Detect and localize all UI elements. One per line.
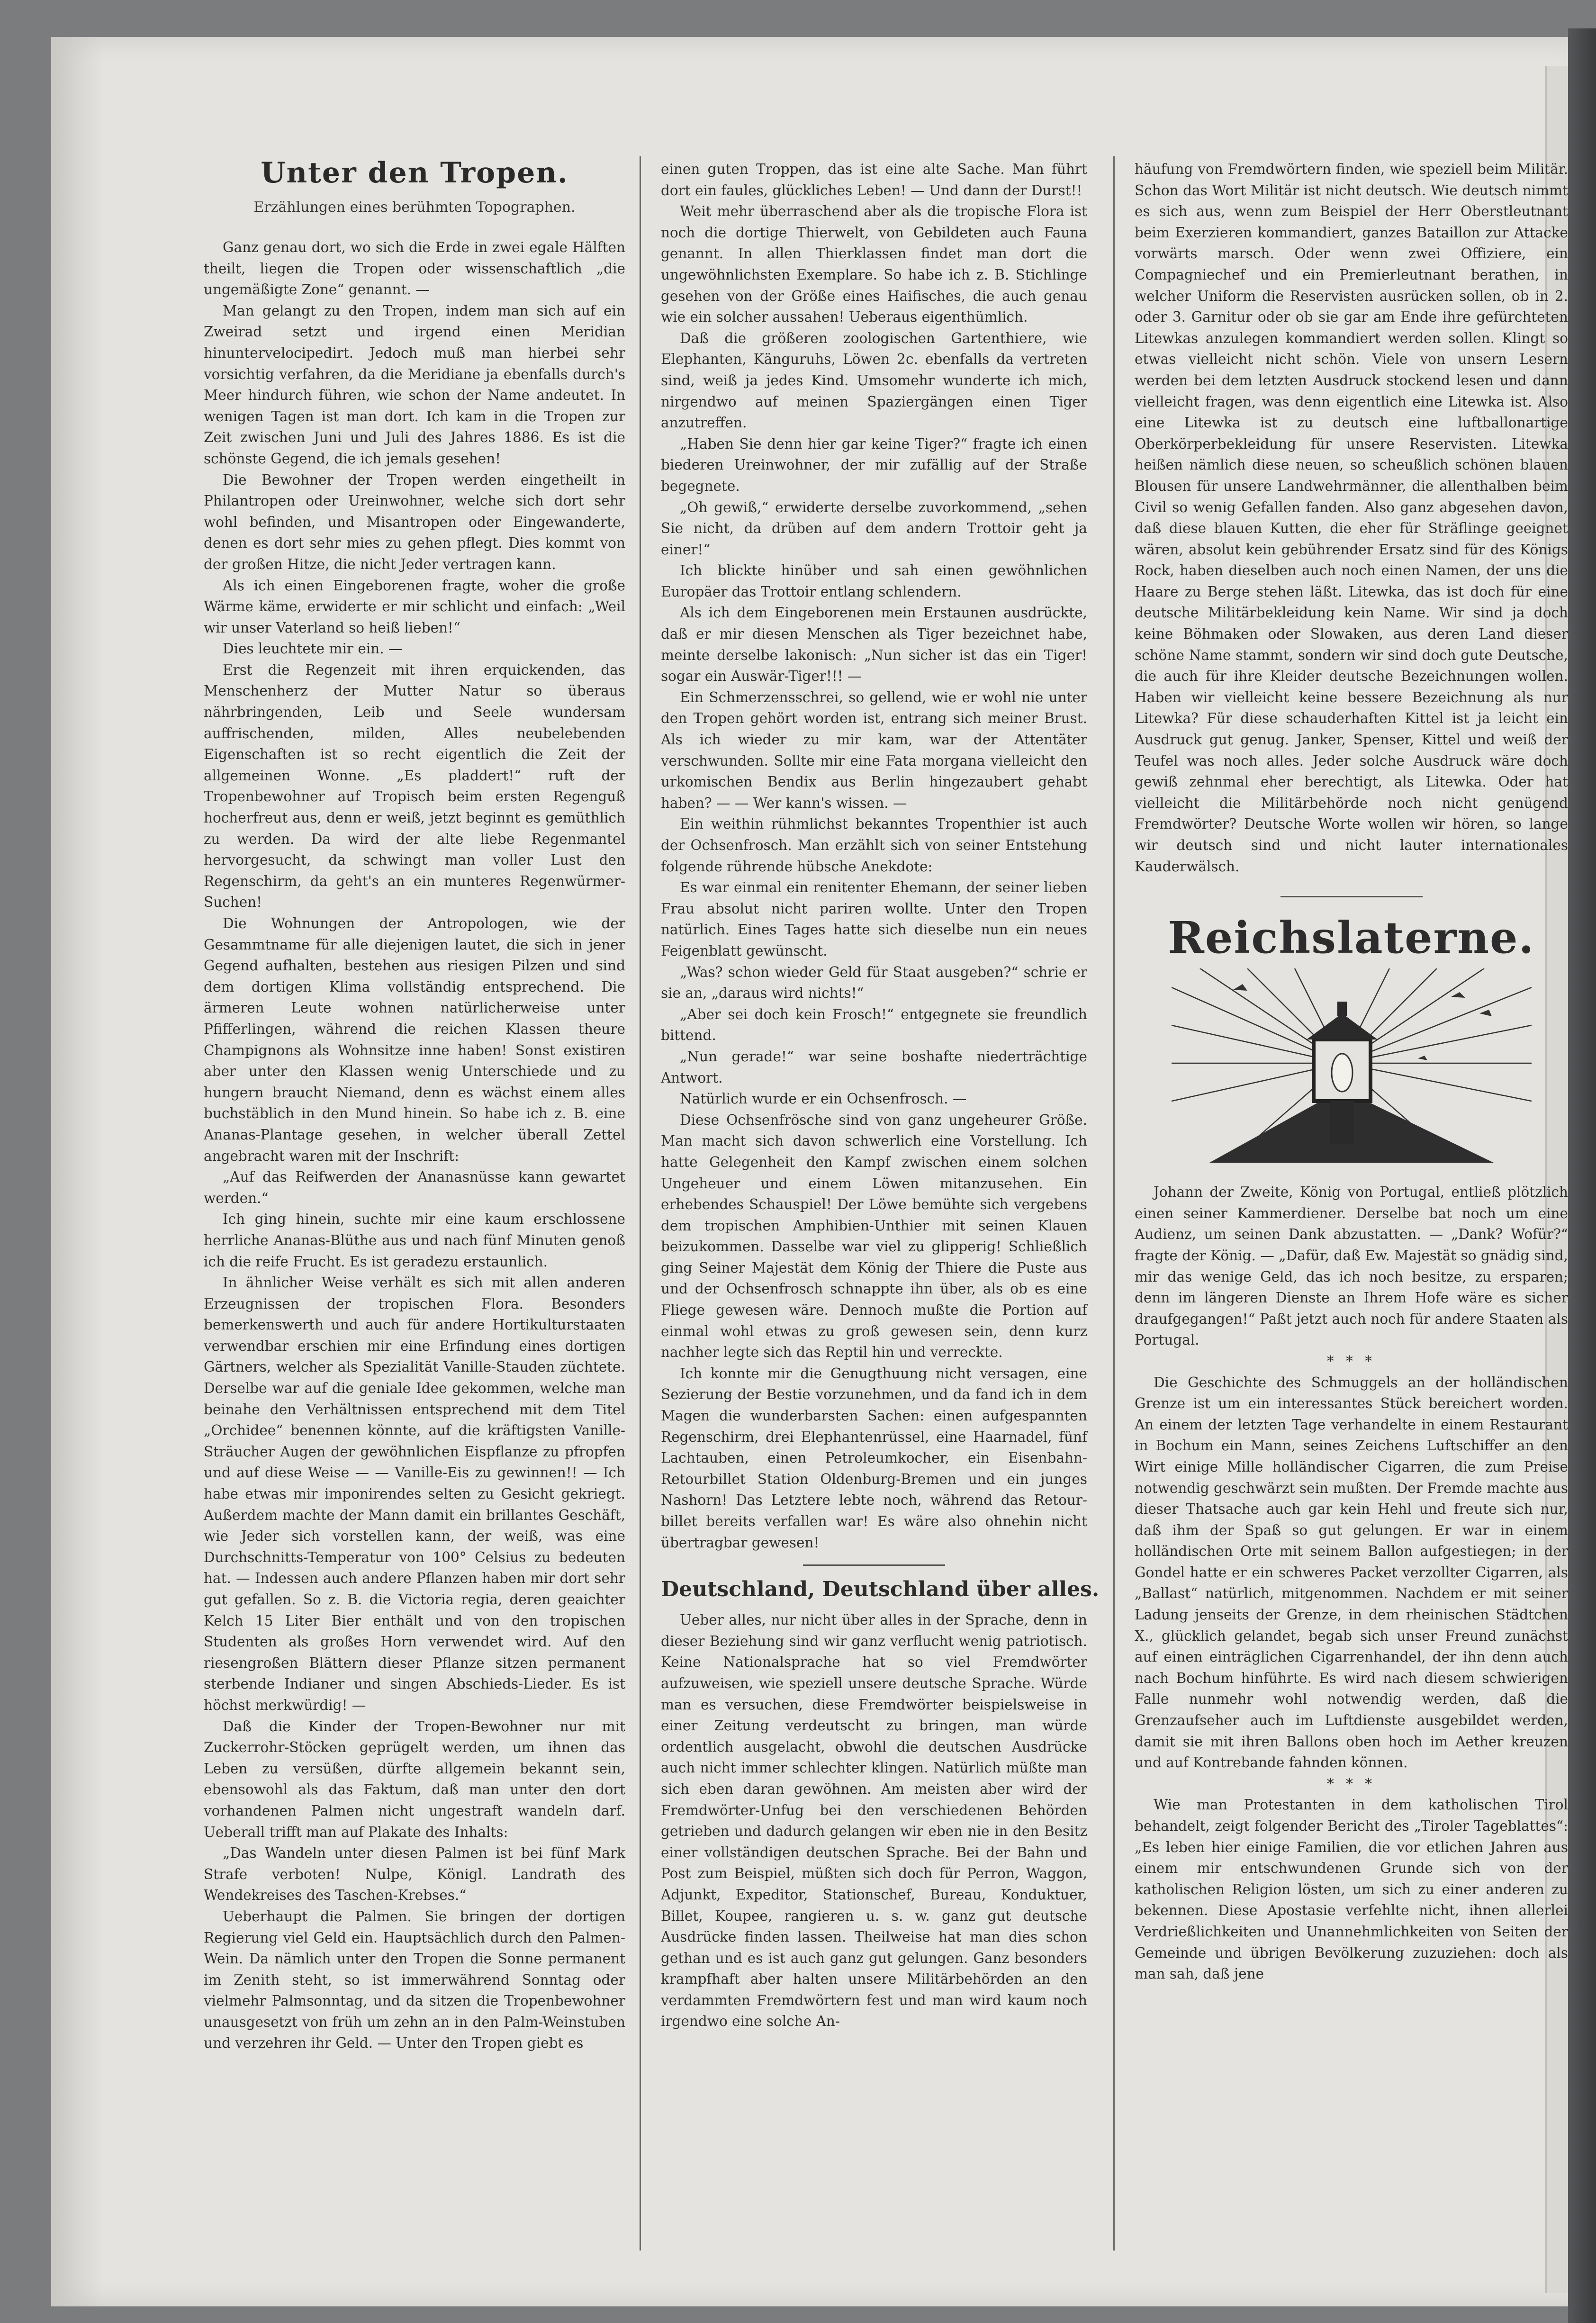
- paragraph: einen guten Troppen, das ist eine alte Sache. Man führt dort ein faules, glückliches Leben! — Und dann der Durst!!: [661, 161, 1087, 199]
- paragraph: Man gelangt zu den Tropen, indem man sich auf ein Zweirad setzt und irgend einen Meridian hinuntervelocipedirt. Jedoch muß man hierbei sehr vorsichtig verfahren, da die Meridiane ja ebenfalls durch's Meer hindurch führen, wie schon der Name andeutet. In wenigen Tagen ist man dort. Ich kam in die Tropen zur Zeit zwischen Juni und Juli des Jahres 1886. Es ist die schönste Gegend, die ich jemals gesehen!: [204, 302, 625, 467]
- page-left-shadow: [51, 37, 103, 2306]
- paragraph: Als ich dem Eingeborenen mein Erstaunen ausdrückte, daß er mir diesen Menschen als Tiger bezeichnet habe, meinte derselbe lakonisch: „Nun sicher ist das ein Tiger! sogar ein Auswär-Tiger!!! —: [661, 605, 1087, 685]
- lantern-illustration: [1172, 968, 1532, 1163]
- article-title-reichslaterne: Reichslaterne.: [1168, 912, 1535, 964]
- page-right-edge: [1568, 28, 1596, 2323]
- paragraph: Ein weithin rühmlichst bekanntes Tropenthier ist auch der Ochsenfrosch. Man erzählt sich von seiner Entstehung folgende rührende hübsche Anekdote:: [661, 816, 1087, 875]
- paragraph: Daß die größeren zoologischen Gartenthiere, wie Elephanten, Känguruhs, Löwen 2c. ebenfalls da vertreten sind, weiß ja jedes Kind. Umsomehr wunderte ich mich, nirgendwo auf meinen Spaziergängen einen Tiger anzutreffen.: [661, 330, 1087, 431]
- paragraph: Johann der Zweite, König von Portugal, entließ plötzlich einen seiner Kammerdiener. Derselbe bat noch um eine Audienz, um seinen Dank abzustatten. — „Dank? Wofür?“ fragte der König. — „Dafür, daß Ew. Majestät so gnädig sind, mir das wenige Geld, das ich noch besitze, zu ersparen; denn im längeren Dienste an Ihrem Hofe wäre es sicher draufgegangen!“ Paßt jetzt auch noch für andere Staaten als Portugal.: [1135, 1184, 1568, 1348]
- paragraph: „Das Wandeln unter diesen Palmen ist bei fünf Mark Strafe verboten! Nulpe, Königl. Landrath des Wendekreises des Taschen-Krebses.“: [204, 1845, 625, 1904]
- paragraph: Die Wohnungen der Antropologen, wie der Gesammtname für alle diejenigen lautet, die sich in jener Gegend aufhalten, bestehen aus riesigen Pilzen und sind dem dortigen Klima vollständig entsprechend. Die ärmeren Leute wohnen natürlicherweise unter Pfifferlingen, während die reichen Klassen theure Champignons als Wohnsitze inne haben! Sonst existiren aber unter den Klassen wenig Unterschiede und zu hungern braucht Niemand, denn es wächst einem alles buchstäblich in den Mund hinein. So habe ich z. B. eine Ananas-Plantage gesehen, in welcher überall Zettel angebracht waren mit der Inschrift:: [204, 915, 625, 1164]
- article-title-deutschland: Deutschland, Deutschland über alles.: [661, 1577, 1100, 1602]
- paragraph: „Auf das Reifwerden der Ananasnüsse kann gewartet werden.“: [204, 1169, 625, 1206]
- paragraph: Wie man Protestanten in dem katholischen Tirol behandelt, zeigt folgender Bericht des „Tiroler Tageblattes“: „Es leben hier einige Familien, die vor etlichen Jahren aus einem mir entschwundenen Grunde sich von der katholischen Religion lösten, um sich zu einer anderen zu bekennen. Diese Apostasie verfehlte nicht, ihnen allerlei Verdrießlichkeiten und Unannehmlichkeiten von Seiten der Gemeinde und übrigen Bevölkerung zuzuziehen: doch als man sah, daß jene: [1135, 1797, 1568, 1982]
- paragraph: Es war einmal ein renitenter Ehemann, der seiner lieben Frau absolut nicht pariren wollte. Unter den Tropen natürlich. Eines Tages hatte sich dieselbe nun ein neues Feigenblatt gewünscht.: [661, 879, 1087, 959]
- paragraph: Erst die Regenzeit mit ihren erquickenden, das Menschenherz der Mutter Natur so überaus nährbringenden, Leib und Seele wundersam auffrischenden, milden, Alles neubelebenden Eigenschaften ist so recht eigentlich die Zeit der allgemeinen Wonne. „Es pladdert!“ ruft der Tropenbewohner auf Tropisch beim ersten Regenguß hocherfreut aus, denn er weiß, jetzt beginnt es gemüthlich zu werden. Da wird der alte liebe Regenmantel hervorgesucht, da schwingt man voller Lust den Regenschirm, da geht's an ein munteres Regenwürmer-Suchen!: [204, 661, 625, 911]
- paragraph: Ueberhaupt die Palmen. Sie bringen der dortigen Regierung viel Geld ein. Hauptsächlich durch den Palmen-Wein. Da nämlich unter den Tropen die Sonne permanent im Zenith steht, so ist immerwährend Sonntag oder vielmehr Palmsonntag, und da sitzen die Tropenbewohner unausgesetzt von früh um zehn an in den Palm-Weinstuben und verzehren ihr Geld. — Unter den Tropen giebt es: [204, 1908, 625, 2052]
- paragraph: Ein Schmerzensschrei, so gellend, wie er wohl nie unter den Tropen gehört worden ist, entrang sich meiner Brust. Als ich wieder zu mir kam, war der Attentäter verschwunden. Sollte mir eine Fata morgana vielleicht den urkomischen Bendix aus Berlin hingezaubert gehabt haben? — — Wer kann's wissen. —: [661, 689, 1087, 811]
- column-rule-2: [1113, 156, 1115, 2251]
- article-subtitle-tropen: Erzählungen eines berühmten Topographen.: [253, 199, 576, 216]
- paragraph: Als ich einen Eingeborenen fragte, woher die große Wärme käme, erwiderte er mir schlicht und einfach: „Weil wir unser Vaterland so heiß lieben!“: [204, 577, 625, 636]
- separator-rule: [803, 1564, 945, 1566]
- column-rule-1: [640, 156, 641, 2251]
- paragraph: „Haben Sie denn hier gar keine Tiger?“ fragte ich einen biederen Ureinwohner, der mir zufällig auf der Straße begegnete.: [661, 435, 1087, 494]
- asterism: * * *: [1326, 1775, 1376, 1792]
- paragraph: „Oh gewiß,“ erwiderte derselbe zuvorkommend, „sehen Sie nicht, da drüben auf dem andern Trottoir geht ja einer!“: [661, 499, 1087, 558]
- paragraph: Die Geschichte des Schmuggels an der holländischen Grenze ist um ein interessantes Stück bereichert worden. An einem der letzten Tage verhandelte in einem Restaurant in Bochum ein Mann, seines Zeichens Luftschiffer an den Wirt einige Mille holländischer Cigarren, die zum Preise notwendig geschwärzt sein mußten. Der Fremde machte aus dieser Thatsache auch gar kein Hehl und freute sich nur, daß ihm der Spaß so gut gelungen. Er war in einem holländischen Orte mit seinem Ballon aufgestiegen; in der Gondel hatte er ein schweres Packet verzollter Cigarren, als „Ballast“ natürlich, mitgenommen. Nachdem er mit seiner Ladung jenseits der Grenze, in dem rheinischen Städtchen X., glücklich gelandet, begab sich unser Freund zunächst auf einen einträglichen Cigarrenhandel, der ihn denn auch nach Bochum hinführte. Es wird nach diesem schwierigen Falle nunmehr wohl notwendig werden, daß die Grenzaufseher auch im Luftdienste ausgebildet werden, damit sie mit ihren Ballons oben hoch im Aether kreuzen und auf Kontrebande fahnden können.: [1135, 1374, 1568, 1771]
- paragraph: Dies leuchtete mir ein. —: [223, 641, 403, 657]
- paragraph: häufung von Fremdwörtern finden, wie speziell beim Militär. Schon das Wort Militär ist nicht deutsch. Wie deutsch nimmt es sich aus, wenn zum Beispiel der Herr Oberstleutnant beim Exerzieren kommandiert, ganzes Bataillon zur Attacke vorwärts marsch. Oder wenn zwei Offiziere, ein Compagniechef und ein Premierleutnant berathen, in welcher Uniform die Reservisten ausrücken sollen, ob in 2. oder 3. Garnitur oder ob sie gar am Ende ihre gefürchteten Litewkas anzulegen kommandiert werden sollen. Klingt so etwas vielleicht nicht schön. Viele von unsern Lesern werden bei dem letzten Ausdruck stockend lesen und dann vielleicht fragen, was denn eigentlich eine Litewka ist. Also eine Litewka ist zu deutsch eine luftballonartige Oberkörperbekleidung für unsere Reservisten. Litewka heißen nämlich diese neuen, so scheußlich schönen blauen Blousen für unsere Landwehrmänner, die allenthalben beim Civil so wenig Gefallen fanden. Also ganz abgesehen davon, daß diese blauen Kutten, die eher für Sträflinge geeignet wären, absolut kein gebührender Ersatz sind für des Königs Rock, haben dieselben auch noch einen Namen, der uns die Haare zu Berge stehen läßt. Litewka, das ist doch für eine deutsche Militärbekleidung kein Name. Wir sind ja doch keine Böhmaken oder Slowaken, aus deren Land dieser schöne Name stammt, sondern wir sind doch gute Deutsche, die auch für ihre Kleider deutsche Bezeichnungen wollen. Haben wir vielleicht keine bessere Bezeichnung als nur Litewka? Für diese schauderhaften Kittel ist ja leicht ein Ausdruck gut genug. Janker, Spenser, Kittel und weiß der Teufel was noch alles. Jeder solche Ausdruck wäre doch gewiß zehnmal eher berechtigt, als Litewka. Oder hat vielleicht die Militärbehörde noch nicht genügend Fremdwörter? Deutsche Worte wollen wir hören, so lange wir deutsch sind und nicht lauter internationales Kauderwälsch.: [1135, 161, 1568, 875]
- paragraph: Ueber alles, nur nicht über alles in der Sprache, denn in dieser Beziehung sind wir ganz verflucht wenig patriotisch. Keine Nationalsprache hat so viel Fremdwörter aufzuweisen, wie speziell unsere deutsche Sprache. Würde man es versuchen, diese Fremdwörter beispielsweise in einer Zeitung verdeutscht zu bringen, man würde ordentlich ausgelacht, obwohl die deutschen Ausdrücke auch nicht immer schlechter klingen. Natürlich müßte man sich eben daran gewöhnen. Am meisten aber wird der Fremdwörter-Unfug bei den verschiedenen Behörden getrieben und dadurch gelangen wir eben nie in den Besitz einer vollständigen deutschen Sprache. Bei der Bahn und Post zum Beispiel, müßten sich doch für Perron, Waggon, Adjunkt, Expeditor, Stationschef, Bureau, Konduktuer, Billet, Koupee, rangieren u. s. w. ganz gut deutsche Ausdrücke finden lassen. Theilweise hat man dies schon gethan und es ist auch ganz gut gelungen. Ganz besonders krampfhaft aber halten unsere Militärbehörden an den verdammten Fremdwörtern fest und man wird kaum noch irgendwo eine solche An-: [661, 1612, 1087, 2030]
- paragraph: Diese Ochsenfrösche sind von ganz ungeheurer Größe. Man macht sich davon schwerlich eine Vorstellung. Ich hatte Gelegenheit den Kampf zwischen einem solchen Ungeheuer und einem Löwen mitanzusehen. Ein erhebendes Schauspiel! Der Löwe bemühte sich vergebens dem tropischen Amphibien-Unthier mit seinen Klauen beizukommen. Dasselbe war viel zu glipperig! Schließlich ging Seiner Majestät dem König der Thiere die Puste aus und der Ochsenfrosch schnappte ihn über, als ob es eine Fliege gewesen wäre. Dennoch mußte die Portion auf einmal wohl etwas zu groß gewesen sein, denn kurz nachher legte sich das Reptil hin und verreckte.: [661, 1112, 1087, 1361]
- paragraph: „Was? schon wieder Geld für Staat ausgeben?“ schrie er sie an, „daraus wird nichts!“: [661, 964, 1087, 1002]
- paragraph: Ich blickte hinüber und sah einen gewöhnlichen Europäer das Trottoir entlang schlendern.: [661, 562, 1087, 600]
- paragraph: In ähnlicher Weise verhält es sich mit allen anderen Erzeugnissen der tropischen Flora. Besonders bemerkenswerth und auch für andere Hortikulturstaaten verwendbar erschien mir eine Erfindung eines dortigen Gärtners, welcher als Spezialität Vanille-Stauden züchtete. Derselbe war auf die geniale Idee gekommen, welche man beinahe den Verhältnissen entsprechend mit dem Titel „Orchidee“ benennen könnte, auf die kräftigsten Vanille-Sträucher Augen der gewöhnlichen Eispflanze zu pfropfen und auf diese Weise — — Vanille-Eis zu gewinnen!! — Ich habe etwas mir imponirendes selten zu Gesicht gekriegt. Außerdem machte der Mann damit ein brillantes Geschäft, wie Jeder sich vorstellen kann, der weiß, was eine Durchschnitts-Temperatur von 100° Celsius zu bedeuten hat. — Indessen auch andere Pflanzen haben mir dort sehr gut gefallen. So z. B. die Victoria regia, deren geaichter Kelch 15 Liter Bier enthält und von den tropischen Studenten als großes Horn verwendet wird. Auf den riesengroßen Blättern dieser Pflanze sitzen permanent sterbende Indianer und singen Abschieds-Lieder. Es ist höchst merkwürdig! —: [204, 1274, 625, 1713]
- paragraph: Ich ging hinein, suchte mir eine kaum erschlossene herrliche Ananas-Blüthe aus und nach fünf Minuten genoß ich die reife Frucht. Es ist geradezu erstaunlich.: [204, 1211, 625, 1270]
- paragraph: Weit mehr überraschend aber als die tropische Flora ist noch die dortige Thierwelt, von Gebildeten auch Fauna genannt. In allen Thierklassen findet man dort die ungewöhnlichsten Exemplare. So habe ich z. B. Stichlinge gesehen von der Größe eines Haifisches, die auch genau wie ein solcher aussahen! Ueberaus eigenthümlich.: [661, 203, 1087, 325]
- paragraph: „Aber sei doch kein Frosch!“ entgegnete sie freundlich bittend.: [661, 1006, 1087, 1044]
- paragraph: Natürlich wurde er ein Ochsenfrosch. —: [680, 1091, 967, 1107]
- column-3: [1135, 159, 1568, 1985]
- column-2: [661, 159, 1100, 2032]
- asterism: * * *: [1326, 1353, 1376, 1369]
- paragraph: „Nun gerade!“ war seine boshafte niederträchtige Antwort.: [661, 1048, 1087, 1086]
- paragraph: Die Bewohner der Tropen werden eingetheilt in Philantropen oder Ureinwohner, welche sich dort sehr wohl befinden, und Misantropen oder Eingewanderte, denen es dort sehr mies zu gehen pflegt. Dies kommt von der großen Hitze, die nicht Jeder vertragen kann.: [204, 471, 625, 572]
- article-title-tropen: Unter den Tropen.: [261, 156, 568, 190]
- lantern-icon: [1172, 968, 1532, 1163]
- column-1: [204, 237, 625, 2054]
- separator-rule: [1280, 896, 1423, 897]
- paragraph: Ich konnte mir die Genugthuung nicht versagen, eine Sezierung der Bestie vorzunehmen, und da fand ich in dem Magen die wunderbarsten Sachen: einen aufgespannten Regenschirm, drei Elephantenrüssel, eine Haarnadel, fünf Lachtauben, einen Petroleumkocher, ein Eisenbahn-Retourbillet Station Oldenburg-Bremen und ein junges Nashorn! Das Letztere lebte noch, während das Retour-billet bereits verfallen war! Es wäre also ohnehin nicht übertragbar gewesen!: [661, 1365, 1087, 1551]
- paragraph: Daß die Kinder der Tropen-Bewohner nur mit Zuckerrohr-Stöcken geprügelt werden, um ihnen das Leben zu versüßen, dürfte allgemein bekannt sein, ebensowohl als das Faktum, daß man unter den dort vorhandenen Palmen nicht ungestraft wandeln darf. Ueberall trifft man auf Plakate des Inhalts:: [204, 1718, 625, 1840]
- paragraph: Ganz genau dort, wo sich die Erde in zwei egale Hälften theilt, liegen die Tropen oder wissenschaftlich „die ungemäßigte Zone“ genannt. —: [204, 239, 625, 298]
